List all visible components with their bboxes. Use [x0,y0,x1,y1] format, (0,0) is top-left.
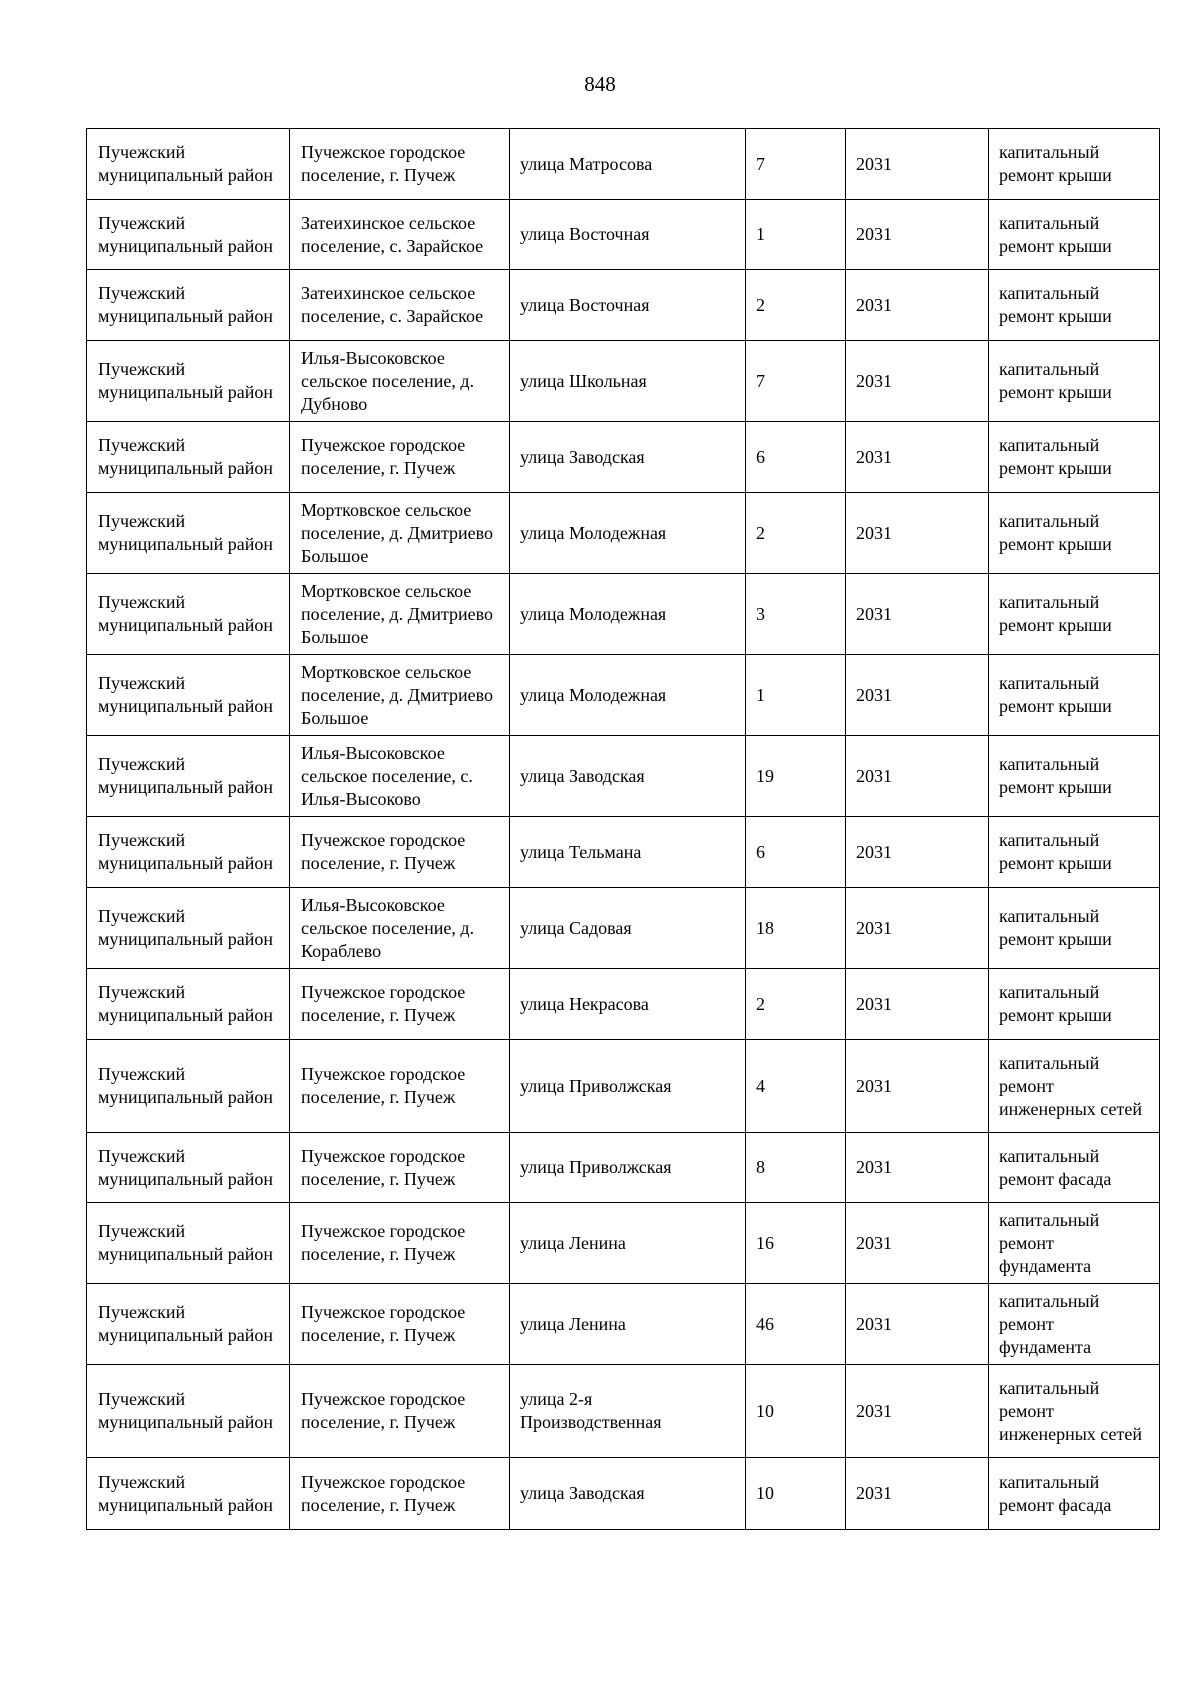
street-cell: улица Заводская [510,736,746,817]
year-cell: 2031 [846,1040,989,1133]
table-row [87,270,1160,341]
work-type-cell: капитальный ремонт крыши [989,129,1160,200]
year-cell: 2031 [846,341,989,422]
house-number-cell: 10 [746,1365,846,1458]
district-cell: Пучежский муниципальный район [87,817,290,888]
year-cell: 2031 [846,270,989,341]
table-row [87,1365,1160,1458]
house-number-cell: 3 [746,574,846,655]
house-number-cell: 6 [746,422,846,493]
work-type-cell: капитальный ремонт инженерных сетей [989,1040,1160,1133]
house-number-cell: 2 [746,270,846,341]
work-type-cell: капитальный ремонт фундамента [989,1203,1160,1284]
table-row [87,422,1160,493]
table-row [87,341,1160,422]
house-number-cell: 18 [746,888,846,969]
street-cell: улица Ленина [510,1284,746,1365]
district-cell: Пучежский муниципальный район [87,129,290,200]
settlement-cell: Пучежское городское поселение, г. Пучеж [290,422,510,493]
work-type-cell: капитальный ремонт крыши [989,655,1160,736]
district-cell: Пучежский муниципальный район [87,574,290,655]
table-row [87,1133,1160,1203]
work-type-cell: капитальный ремонт крыши [989,817,1160,888]
year-cell: 2031 [846,888,989,969]
street-cell: улица Матросова [510,129,746,200]
settlement-cell: Затеихинское сельское поселение, с. Зарайское [290,200,510,270]
settlement-cell: Мортковское сельское поселение, д. Дмитриево Большое [290,574,510,655]
house-number-cell: 2 [746,969,846,1040]
settlement-cell: Пучежское городское поселение, г. Пучеж [290,129,510,200]
year-cell: 2031 [846,129,989,200]
year-cell: 2031 [846,1458,989,1530]
year-cell: 2031 [846,736,989,817]
street-cell: улица Тельмана [510,817,746,888]
year-cell: 2031 [846,574,989,655]
house-number-cell: 19 [746,736,846,817]
district-cell: Пучежский муниципальный район [87,1040,290,1133]
district-cell: Пучежский муниципальный район [87,1365,290,1458]
work-type-cell: капитальный ремонт крыши [989,888,1160,969]
district-cell: Пучежский муниципальный район [87,655,290,736]
street-cell: улица Школьная [510,341,746,422]
table-row [87,736,1160,817]
work-type-cell: капитальный ремонт крыши [989,969,1160,1040]
district-cell: Пучежский муниципальный район [87,1133,290,1203]
table-row [87,817,1160,888]
work-type-cell: капитальный ремонт крыши [989,574,1160,655]
work-type-cell: капитальный ремонт инженерных сетей [989,1365,1160,1458]
settlement-cell: Мортковское сельское поселение, д. Дмитриево Большое [290,655,510,736]
work-type-cell: капитальный ремонт крыши [989,200,1160,270]
work-type-cell: капитальный ремонт крыши [989,493,1160,574]
settlement-cell: Пучежское городское поселение, г. Пучеж [290,1040,510,1133]
house-number-cell: 1 [746,200,846,270]
district-cell: Пучежский муниципальный район [87,341,290,422]
year-cell: 2031 [846,200,989,270]
table-row [87,1203,1160,1284]
year-cell: 2031 [846,655,989,736]
year-cell: 2031 [846,969,989,1040]
street-cell: улица Ленина [510,1203,746,1284]
house-number-cell: 4 [746,1040,846,1133]
district-cell: Пучежский муниципальный район [87,493,290,574]
house-number-cell: 10 [746,1458,846,1530]
year-cell: 2031 [846,422,989,493]
settlement-cell: Пучежское городское поселение, г. Пучеж [290,1284,510,1365]
street-cell: улица Восточная [510,200,746,270]
year-cell: 2031 [846,817,989,888]
house-number-cell: 2 [746,493,846,574]
house-number-cell: 8 [746,1133,846,1203]
district-cell: Пучежский муниципальный район [87,736,290,817]
settlement-cell: Пучежское городское поселение, г. Пучеж [290,1458,510,1530]
district-cell: Пучежский муниципальный район [87,422,290,493]
house-number-cell: 6 [746,817,846,888]
table-row [87,129,1160,200]
work-type-cell: капитальный ремонт фасада [989,1458,1160,1530]
settlement-cell: Пучежское городское поселение, г. Пучеж [290,817,510,888]
house-number-cell: 16 [746,1203,846,1284]
settlement-cell: Илья-Высоковское сельское поселение, д. Дубново [290,341,510,422]
district-cell: Пучежский муниципальный район [87,969,290,1040]
table-row [87,1040,1160,1133]
street-cell: улица Молодежная [510,655,746,736]
work-type-cell: капитальный ремонт фасада [989,1133,1160,1203]
street-cell: улица Молодежная [510,574,746,655]
district-cell: Пучежский муниципальный район [87,1458,290,1530]
street-cell: улица Восточная [510,270,746,341]
settlement-cell: Пучежское городское поселение, г. Пучеж [290,1133,510,1203]
work-type-cell: капитальный ремонт крыши [989,270,1160,341]
work-type-cell: капитальный ремонт фундамента [989,1284,1160,1365]
street-cell: улица Молодежная [510,493,746,574]
district-cell: Пучежский муниципальный район [87,888,290,969]
year-cell: 2031 [846,1365,989,1458]
work-type-cell: капитальный ремонт крыши [989,736,1160,817]
table-row [87,493,1160,574]
settlement-cell: Затеихинское сельское поселение, с. Зарайское [290,270,510,341]
year-cell: 2031 [846,1133,989,1203]
table-row [87,969,1160,1040]
district-cell: Пучежский муниципальный район [87,1284,290,1365]
housing-repair-table [86,128,1160,1530]
settlement-cell: Пучежское городское поселение, г. Пучеж [290,1365,510,1458]
street-cell: улица Некрасова [510,969,746,1040]
work-type-cell: капитальный ремонт крыши [989,341,1160,422]
district-cell: Пучежский муниципальный район [87,200,290,270]
house-number-cell: 1 [746,655,846,736]
street-cell: улица Заводская [510,1458,746,1530]
settlement-cell: Мортковское сельское поселение, д. Дмитриево Большое [290,493,510,574]
table-row [87,888,1160,969]
table-row [87,574,1160,655]
street-cell: улица Приволжская [510,1133,746,1203]
settlement-cell: Илья-Высоковское сельское поселение, с. Илья-Высоково [290,736,510,817]
house-number-cell: 7 [746,129,846,200]
street-cell: улица Приволжская [510,1040,746,1133]
page-number: 848 [584,72,616,96]
district-cell: Пучежский муниципальный район [87,270,290,341]
table-row [87,200,1160,270]
year-cell: 2031 [846,1284,989,1365]
house-number-cell: 46 [746,1284,846,1365]
table-row [87,1284,1160,1365]
settlement-cell: Пучежское городское поселение, г. Пучеж [290,1203,510,1284]
settlement-cell: Пучежское городское поселение, г. Пучеж [290,969,510,1040]
house-number-cell: 7 [746,341,846,422]
year-cell: 2031 [846,493,989,574]
year-cell: 2031 [846,1203,989,1284]
settlement-cell: Илья-Высоковское сельское поселение, д. Кораблево [290,888,510,969]
street-cell: улица Заводская [510,422,746,493]
district-cell: Пучежский муниципальный район [87,1203,290,1284]
street-cell: улица 2-я Производственная [510,1365,746,1458]
table-row [87,1458,1160,1530]
street-cell: улица Садовая [510,888,746,969]
work-type-cell: капитальный ремонт крыши [989,422,1160,493]
table-row [87,655,1160,736]
